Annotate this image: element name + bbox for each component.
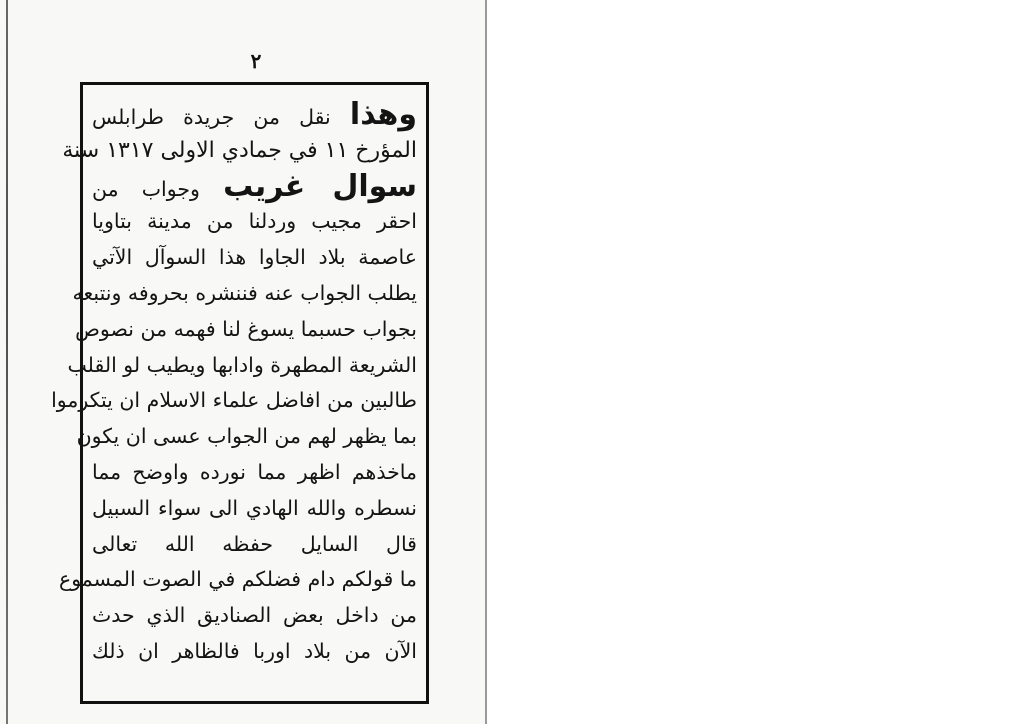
line-text: قال السايل حفظه الله تعالى: [92, 531, 417, 556]
line-text: وجواب من: [92, 176, 200, 201]
line-text: المؤرخ ١١ في جمادي الاولى ١٣١٧ سنة: [62, 137, 417, 163]
text-line-3: [92, 169, 417, 205]
manuscript-text: [51, 97, 417, 691]
text-line-7: [75, 312, 417, 348]
text-line-6: [72, 276, 417, 312]
line-text: عاصمة بلاد الجاوا هذا السوآل الآتي: [92, 245, 417, 270]
line-text: نقل من جريدة طرابلس: [92, 105, 331, 129]
text-line-4: [92, 204, 417, 240]
page-edge-shadow: [6, 0, 8, 724]
line-text: من داخل بعض الصناديق الذي حدث: [92, 603, 417, 628]
text-line-5: [92, 240, 417, 276]
text-line-12: [92, 491, 417, 527]
opening-word: وهذا: [349, 97, 417, 132]
section-heading: سوال غريب: [223, 168, 417, 204]
line-text: احقر مجيب وردلنا من مدينة بتاويا: [92, 209, 417, 234]
text-line-2: [62, 133, 417, 169]
line-text: ما قولكم دام فضلكم في الصوت المسموع: [58, 567, 417, 592]
line-text: طالبين من افاضل علماء الاسلام ان يتكرموا: [51, 388, 417, 413]
page-number: ٢: [250, 49, 262, 73]
text-line-10: [76, 419, 417, 455]
text-line-1: [92, 97, 417, 133]
line-text: بما يظهر لهم من الجواب عسى ان يكون: [76, 424, 417, 449]
line-text: نسطره والله الهادي الى سواء السبيل: [92, 495, 417, 520]
text-line-8: [67, 348, 417, 384]
line-text: الشريعة المطهرة وادابها ويطيب لو القلب: [67, 352, 417, 377]
left-page: [0, 0, 487, 724]
text-line-16: [92, 634, 417, 670]
text-frame: [51, 82, 429, 704]
line-text: يطلب الجواب عنه فننشره بحروفه ونتبعه: [72, 280, 417, 305]
line-text: الآن من بلاد اوربا فالظاهر ان ذلك: [92, 638, 417, 663]
text-line-15: [92, 598, 417, 634]
right-page-blank: [487, 0, 1028, 724]
text-line-9: [51, 383, 417, 419]
line-text: بجواب حسبما يسوغ لنا فهمه من نصوص: [75, 316, 417, 341]
line-text: ماخذهم اظهر مما نورده واوضح مما: [92, 459, 417, 484]
text-line-14: [58, 562, 417, 598]
text-line-13: [92, 527, 417, 563]
text-line-11: [92, 455, 417, 491]
